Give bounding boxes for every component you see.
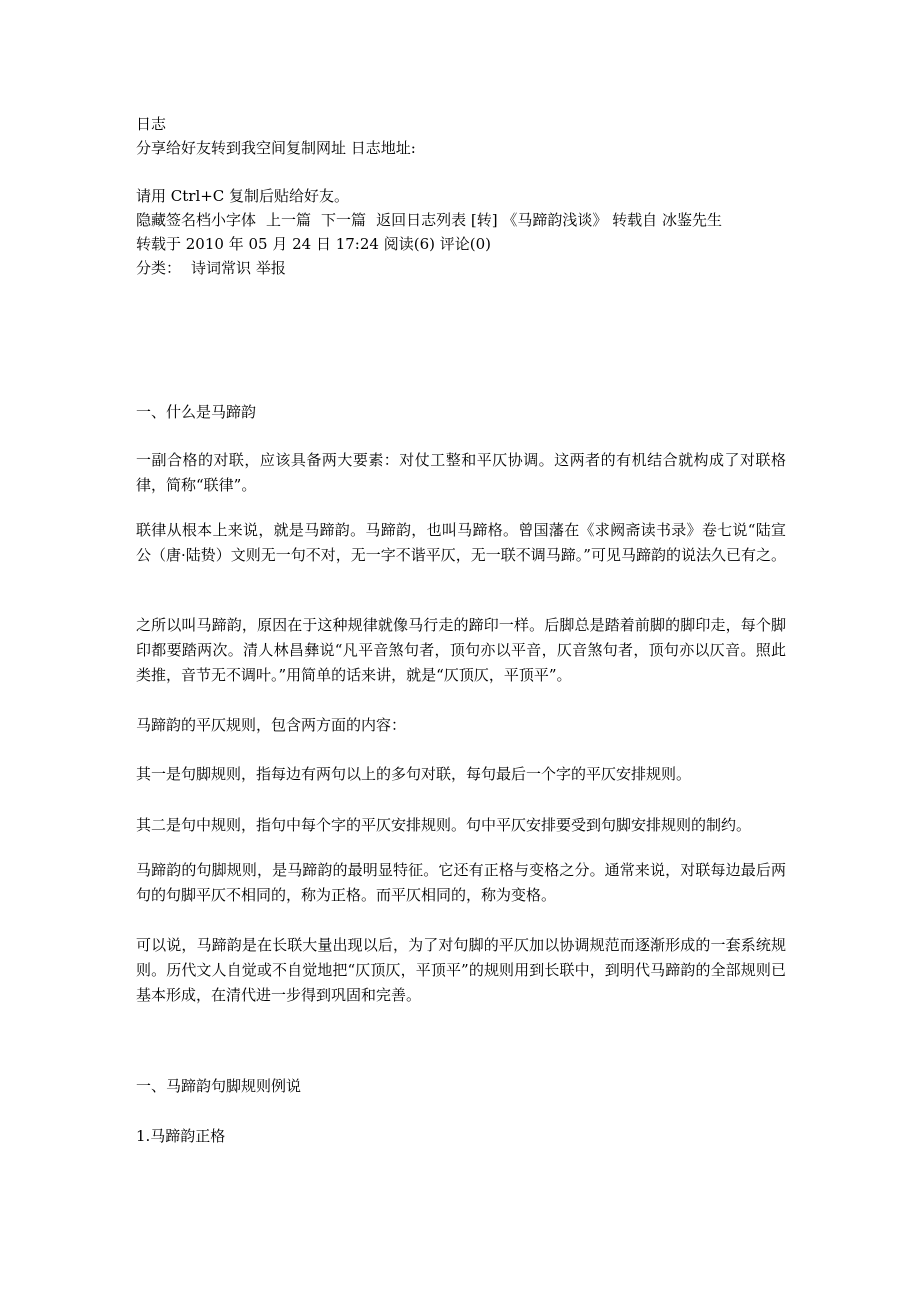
- subsection-heading: 1.马蹄韵正格: [136, 1127, 226, 1145]
- page-title: 日志: [136, 115, 167, 133]
- repost-time: 转载于 2010 年 05 月 24 日 17:24: [136, 235, 379, 253]
- report-link[interactable]: 举报: [255, 259, 286, 277]
- category-line: [136, 258, 286, 278]
- hide-signature-link[interactable]: 隐藏签名档: [136, 211, 212, 229]
- repost-from-label: 转载自: [612, 211, 658, 229]
- article-paragraph: 马蹄韵的句脚规则，是马蹄韵的最明显特征。它还有正格与变格之分。通常来说，对联每边最后两句的句脚平仄不相同的，称为正格。而平仄相同的，称为变格。: [136, 861, 786, 904]
- category-link[interactable]: 诗词常识: [191, 259, 252, 277]
- toolbar: [136, 210, 722, 230]
- small-font-link[interactable]: 小字体: [211, 211, 257, 229]
- copy-hint: 请用 Ctrl+C 复制后贴给好友。: [136, 187, 350, 205]
- article-paragraph: 一副合格的对联，应该具备两大要素：对仗工整和平仄协调。这两者的有机结合就构成了对联格律，简称“联律”。: [136, 451, 786, 494]
- article-paragraph: 之所以叫马蹄韵，原因在于这种规律就像马行走的蹄印一样。后脚总是踏着前脚的脚印走，每个脚印都要踏两次。清人林昌彝说“凡平音煞句者，顶句亦以平音，仄音煞句者，顶句亦以仄音。照此类推，音节无不调叶。”用简单的话来讲，就是“仄顶仄，平顶平”。: [136, 616, 786, 684]
- article-paragraph: 其一是句脚规则，指每边有两句以上的多句对联，每句最后一个字的平仄安排规则。: [136, 765, 692, 783]
- repost-tag: [转]: [470, 211, 498, 229]
- section-heading: 一、马蹄韵句脚规则例说: [136, 1077, 302, 1095]
- next-post-link[interactable]: 下一篇: [321, 211, 367, 229]
- section-heading: 一、什么是马蹄韵: [136, 403, 257, 421]
- reads-count[interactable]: 阅读(6): [383, 235, 435, 253]
- comments-count[interactable]: 评论(0): [439, 235, 492, 253]
- repost-author-link[interactable]: 冰鉴先生: [661, 211, 722, 229]
- article-paragraph: 其二是句中规则，指句中每个字的平仄安排规则。句中平仄安排要受到句脚安排规则的制约。: [136, 816, 752, 834]
- meta-line: [136, 234, 491, 254]
- article-paragraph: 可以说，马蹄韵是在长联大量出现以后，为了对句脚的平仄加以协调规范而逐渐形成的一套系统规则。历代文人自觉或不自觉地把“仄顶仄，平顶平”的规则用到长联中，到明代马蹄韵的全部规则已基本形成，在清代进一步得到巩固和完善。: [136, 936, 786, 1004]
- prev-post-link[interactable]: 上一篇: [266, 211, 312, 229]
- article-paragraph: 联律从根本上来说，就是马蹄韵。马蹄韵，也叫马蹄格。曾国藩在《求阙斋读书录》卷七说“陆宣公（唐·陆贽）文则无一句不对，无一字不谐平仄，无一联不调马蹄。”可见马蹄韵的说法久已有之。: [136, 521, 786, 564]
- category-label: 分类：: [136, 259, 182, 277]
- article-title: 《马蹄韵浅谈》: [502, 211, 608, 229]
- article-paragraph: 马蹄韵的平仄规则，包含两方面的内容：: [136, 716, 407, 734]
- share-line[interactable]: 分享给好友转到我空间复制网址 日志地址:: [136, 139, 416, 157]
- back-to-list-link[interactable]: 返回日志列表: [376, 211, 467, 229]
